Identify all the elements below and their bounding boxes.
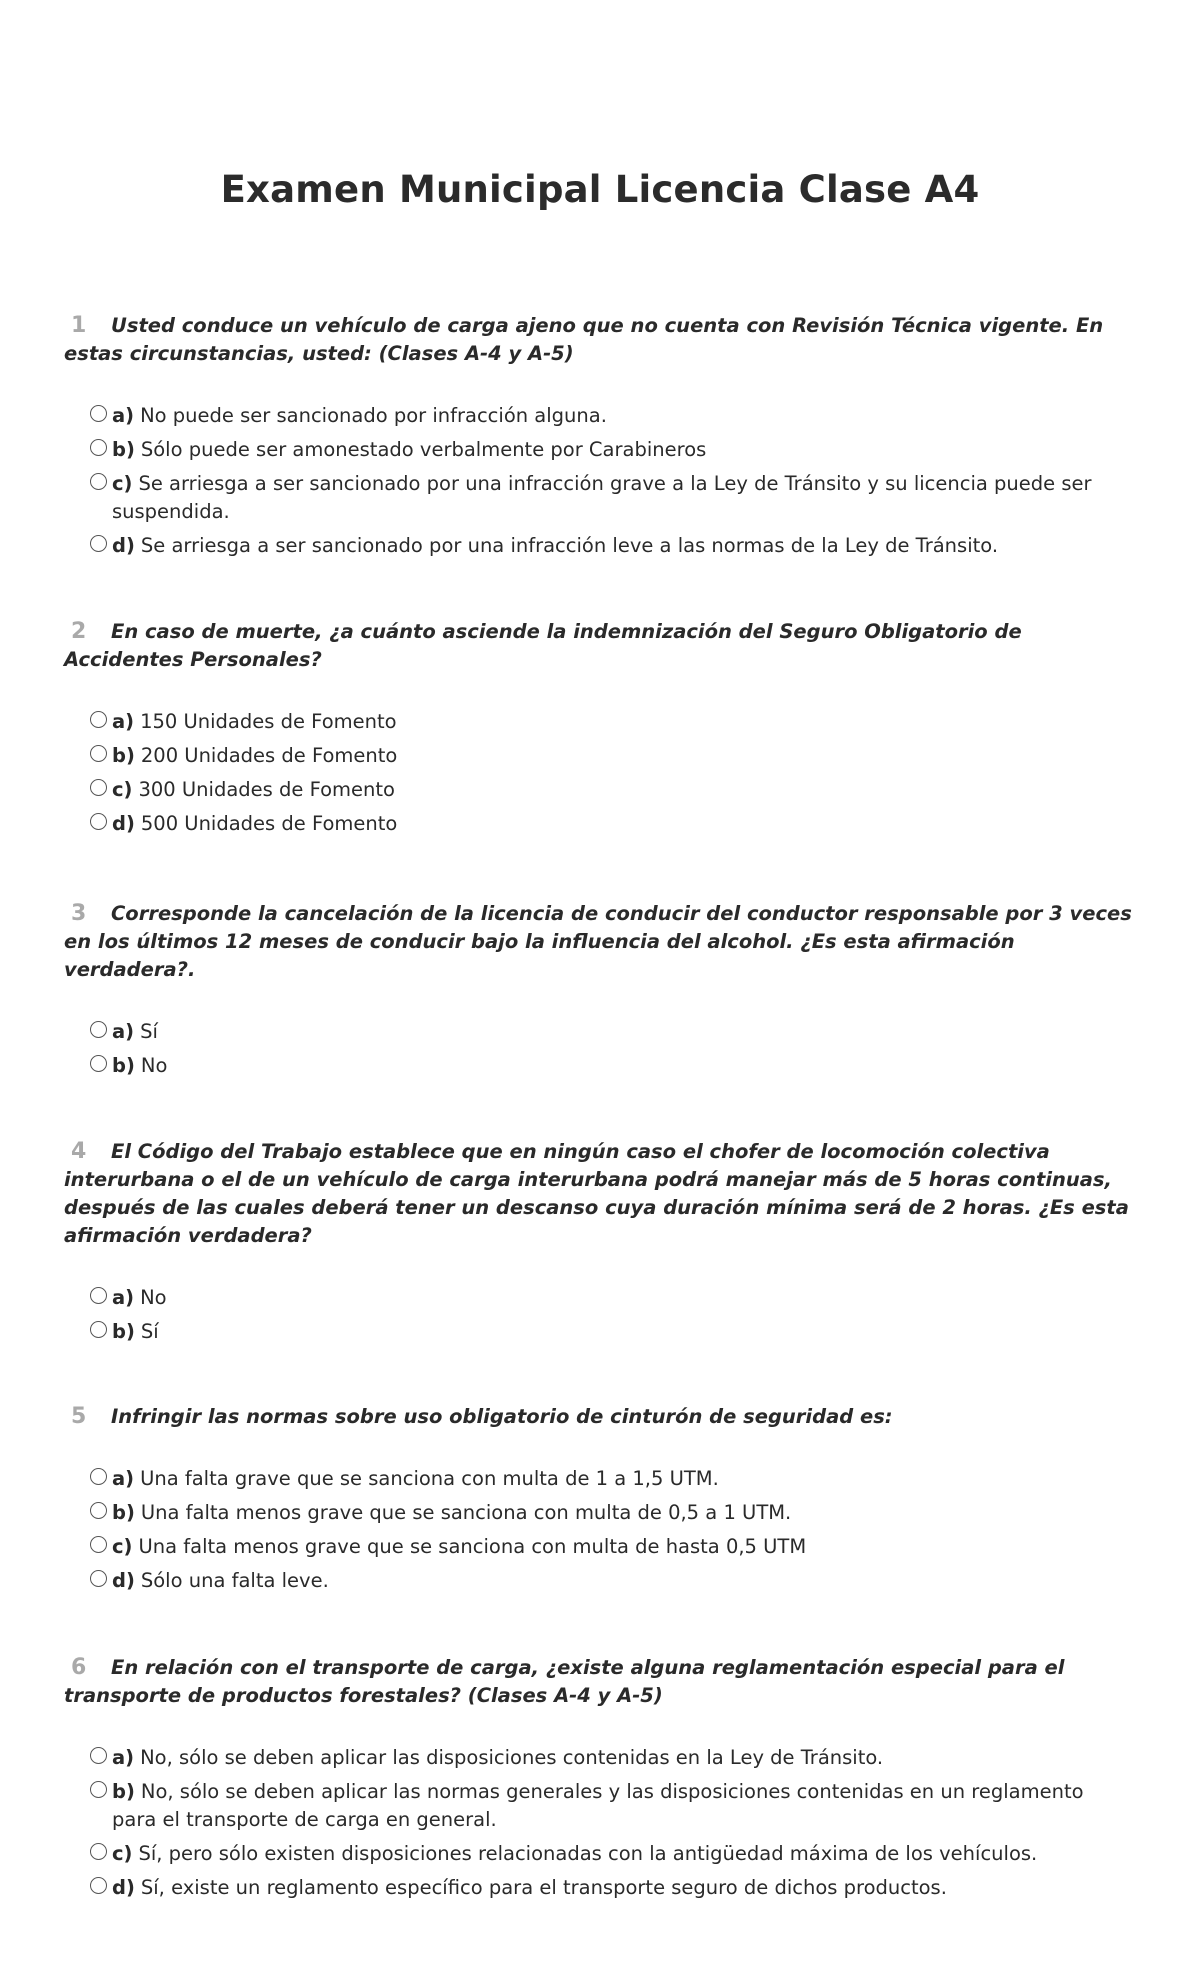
- question-text: [64, 1654, 1144, 1710]
- radio-button[interactable]: [90, 779, 107, 796]
- answer-options: [64, 1284, 1144, 1346]
- option-text: Se arriesga a ser sancionado por una infracción grave a la Ley de Tránsito y su licencia puede ser suspendida.: [112, 472, 1092, 523]
- question-2: [64, 618, 1144, 844]
- answer-options: [64, 708, 1144, 838]
- answer-option[interactable]: [64, 1778, 1144, 1834]
- question-text: [64, 900, 1144, 984]
- option-text: Se arriesga a ser sancionado por una infracción leve a las normas de la Ley de Tránsito.: [140, 534, 999, 557]
- question-text: [64, 1138, 1144, 1250]
- option-letter: c): [112, 1842, 133, 1865]
- option-text: 150 Unidades de Fomento: [140, 710, 397, 733]
- option-text: Sí, existe un reglamento específico para el transporte seguro de dichos productos.: [140, 1876, 947, 1899]
- option-text: Una falta menos grave que se sanciona con multa de 0,5 a 1 UTM.: [140, 1501, 792, 1524]
- radio-button[interactable]: [90, 439, 107, 456]
- question-prompt: Usted conduce un vehículo de carga ajeno que no cuenta con Revisión Técnica vigente. En estas circunstancias, usted: (Clases A-4 y A-5): [64, 314, 1104, 365]
- radio-button[interactable]: [90, 473, 107, 490]
- option-text: No, sólo se deben aplicar las normas generales y las disposiciones contenidas en un reglamento para el transporte de carga en general.: [112, 1780, 1084, 1831]
- option-letter: a): [112, 1286, 135, 1309]
- answer-option[interactable]: [64, 1744, 1144, 1772]
- radio-button[interactable]: [90, 1055, 107, 1072]
- question-number: 2: [71, 619, 87, 644]
- radio-button[interactable]: [90, 1321, 107, 1338]
- option-text: Sí: [140, 1320, 159, 1343]
- option-letter: a): [112, 710, 135, 733]
- radio-button[interactable]: [90, 1287, 107, 1304]
- question-text: [64, 312, 1144, 368]
- question-number: 5: [71, 1404, 87, 1429]
- option-letter: d): [112, 1876, 135, 1899]
- option-letter: a): [112, 1467, 135, 1490]
- answer-option[interactable]: [64, 402, 1144, 430]
- radio-button[interactable]: [90, 1021, 107, 1038]
- radio-button[interactable]: [90, 1468, 107, 1485]
- answer-option[interactable]: [64, 1318, 1144, 1346]
- question-number: 4: [71, 1139, 87, 1164]
- option-letter: b): [112, 438, 135, 461]
- answer-option[interactable]: [64, 1533, 1144, 1561]
- question-5: [64, 1403, 1144, 1601]
- radio-button[interactable]: [90, 1781, 107, 1798]
- option-letter: a): [112, 1746, 135, 1769]
- option-text: No: [140, 1054, 168, 1077]
- answer-option[interactable]: [64, 1465, 1144, 1493]
- option-text: No: [140, 1286, 167, 1309]
- radio-button[interactable]: [90, 1747, 107, 1764]
- option-letter: a): [112, 404, 135, 427]
- question-number: 1: [71, 313, 87, 338]
- option-letter: a): [112, 1020, 135, 1043]
- option-letter: b): [112, 744, 135, 767]
- answer-options: [64, 1018, 1144, 1080]
- radio-button[interactable]: [90, 745, 107, 762]
- question-number: 6: [71, 1655, 87, 1680]
- option-text: Sí, pero sólo existen disposiciones relacionadas con la antigüedad máxima de los vehículos.: [138, 1842, 1038, 1865]
- option-letter: d): [112, 1569, 135, 1592]
- radio-button[interactable]: [90, 813, 107, 830]
- question-text: [64, 1403, 1144, 1431]
- page-title: Examen Municipal Licencia Clase A4: [220, 168, 980, 211]
- question-number: 3: [71, 901, 87, 926]
- radio-button[interactable]: [90, 405, 107, 422]
- answer-option[interactable]: [64, 532, 1144, 560]
- answer-option[interactable]: [64, 810, 1144, 838]
- answer-option[interactable]: [64, 1567, 1144, 1595]
- answer-option[interactable]: [64, 1499, 1144, 1527]
- option-letter: d): [112, 812, 135, 835]
- answer-option[interactable]: [64, 742, 1144, 770]
- option-letter: b): [112, 1501, 135, 1524]
- radio-button[interactable]: [90, 1877, 107, 1894]
- question-prompt: En relación con el transporte de carga, ¿existe alguna reglamentación especial para el transporte de productos forestales? (Clases A-4 y A-5): [64, 1656, 1065, 1707]
- option-letter: c): [112, 1535, 133, 1558]
- question-prompt: Corresponde la cancelación de la licencia de conducir del conductor responsable por 3 veces en los últimos 12 meses de conducir bajo la influencia del alcohol. ¿Es esta afirmación verdadera?.: [64, 902, 1132, 981]
- radio-button[interactable]: [90, 1570, 107, 1587]
- option-text: Sólo una falta leve.: [140, 1569, 329, 1592]
- answer-option[interactable]: [64, 1052, 1144, 1080]
- radio-button[interactable]: [90, 1536, 107, 1553]
- option-letter: b): [112, 1780, 135, 1803]
- option-text: Una falta menos grave que se sanciona con multa de hasta 0,5 UTM: [138, 1535, 807, 1558]
- question-6: [64, 1654, 1144, 1908]
- radio-button[interactable]: [90, 1843, 107, 1860]
- answer-options: [64, 1465, 1144, 1595]
- question-4: [64, 1138, 1144, 1352]
- answer-option[interactable]: [64, 1018, 1144, 1046]
- option-letter: d): [112, 534, 135, 557]
- option-text: 500 Unidades de Fomento: [140, 812, 398, 835]
- option-letter: b): [112, 1320, 135, 1343]
- option-text: Una falta grave que se sanciona con multa de 1 a 1,5 UTM.: [140, 1467, 719, 1490]
- question-prompt: El Código del Trabajo establece que en ningún caso el chofer de locomoción colectiva interurbana o el de un vehículo de carga interurbana podrá manejar más de 5 horas continuas, después de las cuales deberá tener un descanso cuya duración mínima será de 2 horas. ¿Es esta afirmación verdadera?: [64, 1140, 1129, 1247]
- question-prompt: Infringir las normas sobre uso obligatorio de cinturón de seguridad es:: [111, 1405, 893, 1428]
- answer-option[interactable]: [64, 1874, 1144, 1902]
- option-text: 200 Unidades de Fomento: [140, 744, 398, 767]
- option-letter: c): [112, 472, 133, 495]
- question-1: [64, 312, 1144, 566]
- option-text: No puede ser sancionado por infracción alguna.: [140, 404, 607, 427]
- answer-options: [64, 402, 1144, 560]
- answer-option[interactable]: [64, 708, 1144, 736]
- answer-option[interactable]: [64, 436, 1144, 464]
- radio-button[interactable]: [90, 711, 107, 728]
- option-text: Sí: [140, 1020, 158, 1043]
- option-text: No, sólo se deben aplicar las disposiciones contenidas en la Ley de Tránsito.: [140, 1746, 884, 1769]
- question-3: [64, 900, 1144, 1086]
- question-text: [64, 618, 1144, 674]
- answer-option[interactable]: [64, 776, 1144, 804]
- answer-option[interactable]: [64, 1840, 1144, 1868]
- radio-button[interactable]: [90, 535, 107, 552]
- answer-option[interactable]: [64, 1284, 1144, 1312]
- option-text: 300 Unidades de Fomento: [138, 778, 395, 801]
- option-letter: b): [112, 1054, 135, 1077]
- answer-option[interactable]: [64, 470, 1144, 526]
- question-prompt: En caso de muerte, ¿a cuánto asciende la indemnización del Seguro Obligatorio de Accidentes Personales?: [64, 620, 1022, 671]
- radio-button[interactable]: [90, 1502, 107, 1519]
- option-letter: c): [112, 778, 133, 801]
- option-text: Sólo puede ser amonestado verbalmente por Carabineros: [140, 438, 707, 461]
- answer-options: [64, 1744, 1144, 1902]
